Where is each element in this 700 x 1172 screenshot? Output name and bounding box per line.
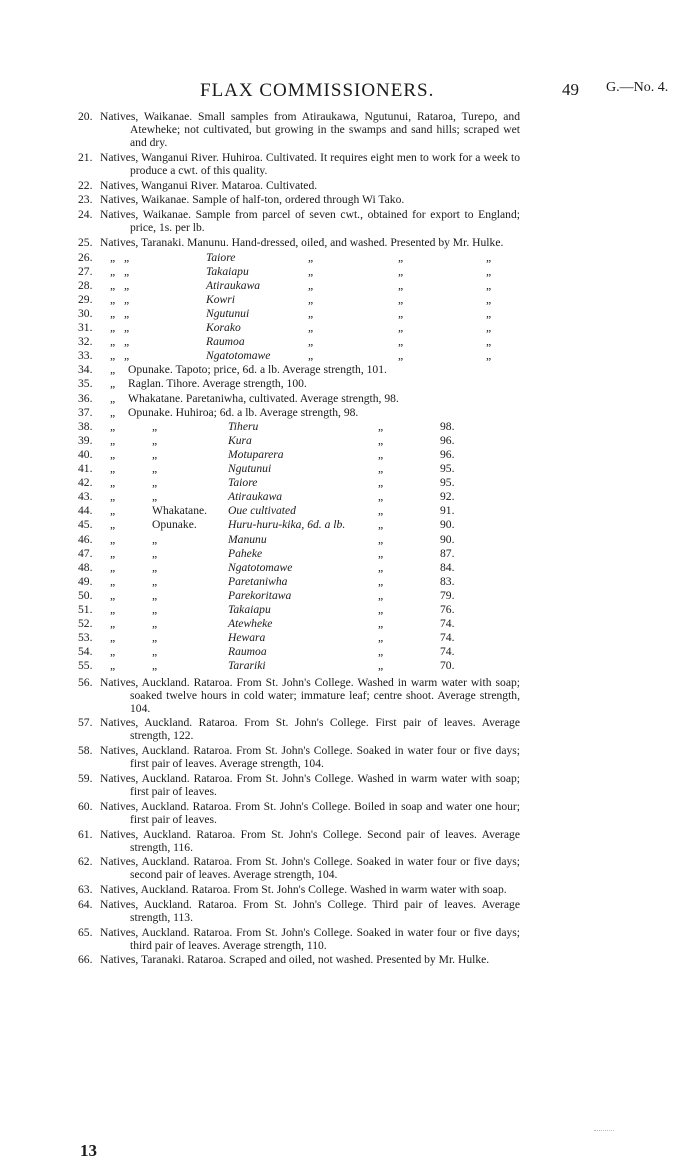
ditto-mark: „ <box>398 306 404 320</box>
document-reference: G.—No. 4. <box>606 80 669 95</box>
ditto-mark: „ <box>486 335 492 349</box>
ditto-mark: „ <box>152 588 158 602</box>
ditto-mark: „ <box>110 476 116 490</box>
samples-table <box>78 251 520 675</box>
row-number: 27. <box>78 264 93 278</box>
list-item <box>78 800 520 826</box>
entry-number: 63. <box>78 883 93 897</box>
entry-text: Natives, Auckland. Rataroa. From St. John's College. Third pair of leaves. Average strength, 113. <box>100 897 520 924</box>
ditto-mark: „ <box>110 588 116 602</box>
ditto-mark: „ <box>378 560 384 574</box>
table-row <box>78 462 520 476</box>
ditto-mark: „ <box>110 264 116 278</box>
ditto-mark: „ <box>152 645 158 659</box>
row-number: 43. <box>78 490 93 504</box>
entry-text: Natives, Waikanae. Sample of half-ton, ordered through Wi Tako. <box>100 193 405 207</box>
place-name: Whakatane. <box>152 504 208 518</box>
strength-value: 90. <box>440 532 455 546</box>
table-row <box>78 392 520 406</box>
ditto-mark: „ <box>308 321 314 334</box>
ditto-mark: „ <box>486 278 492 292</box>
ditto-mark: „ <box>152 617 158 631</box>
row-number: 46. <box>78 532 93 546</box>
list-item <box>78 151 520 177</box>
entry-text: Natives, Taranaki. Rataroa. Scraped and oiled, not washed. Presented by Mr. Hulke. <box>100 953 490 967</box>
ditto-mark: „ <box>110 405 116 419</box>
row-text: Opunake. Tapoto; price, 6d. a lb. Average strength, 101. <box>128 363 387 377</box>
ditto-mark: „ <box>110 321 116 334</box>
ditto-mark: „ <box>124 278 130 292</box>
ditto-mark: „ <box>152 462 158 475</box>
strength-value: 87. <box>440 546 455 560</box>
ditto-mark: „ <box>378 532 384 546</box>
variety-name: Hewara <box>228 631 266 645</box>
ditto-mark: „ <box>152 574 158 588</box>
ditto-mark: „ <box>110 546 116 560</box>
ditto-mark: „ <box>110 349 116 363</box>
strength-value: 98. <box>440 419 455 433</box>
variety-name: Atewheke <box>228 617 273 631</box>
variety-name: Taiore <box>228 476 258 490</box>
ditto-mark: „ <box>152 546 158 560</box>
row-number: 37. <box>78 405 93 419</box>
table-row <box>78 476 520 490</box>
ditto-mark: „ <box>110 518 116 532</box>
row-number: 39. <box>78 433 93 447</box>
ditto-mark: „ <box>110 377 116 391</box>
table-row <box>78 659 520 673</box>
variety-name: Parekoritawa <box>228 588 292 602</box>
ditto-mark: „ <box>378 645 384 659</box>
variety-name: Raumoa <box>206 335 245 349</box>
entry-text: Natives, Auckland. Rataroa. From St. John's College. Soaked in water four or five days; second pair of leaves. Average strength, 104. <box>100 855 520 882</box>
ditto-mark: „ <box>152 433 158 447</box>
row-number: 47. <box>78 546 93 560</box>
ditto-mark: „ <box>110 292 116 306</box>
strength-value: 70. <box>440 659 455 673</box>
ditto-mark: „ <box>398 321 404 334</box>
ditto-mark: „ <box>124 321 130 334</box>
variety-name: Paheke <box>228 546 263 560</box>
ditto-mark: „ <box>152 476 158 490</box>
variety-name: Oue cultivated <box>228 504 296 518</box>
variety-name: Taiore <box>206 250 236 264</box>
table-row <box>78 603 520 617</box>
table-row <box>78 547 520 561</box>
ditto-mark: „ <box>110 560 116 574</box>
list-item <box>78 716 520 742</box>
entry-number: 22. <box>78 178 93 192</box>
row-number: 51. <box>78 603 93 616</box>
strength-value: 92. <box>440 490 455 504</box>
row-number: 42. <box>78 476 93 490</box>
ditto-mark: „ <box>124 306 130 320</box>
list-item <box>78 110 520 149</box>
table-row <box>78 504 520 518</box>
row-number: 50. <box>78 588 93 602</box>
entry-number: 56. <box>78 675 93 689</box>
table-row <box>78 307 520 321</box>
ditto-mark: „ <box>378 504 384 518</box>
table-row <box>78 420 520 434</box>
ditto-mark: „ <box>308 292 314 306</box>
ditto-mark: „ <box>378 490 384 504</box>
strength-value: 96. <box>440 433 455 447</box>
ditto-mark: „ <box>378 659 384 673</box>
row-number: 33. <box>78 349 93 363</box>
ditto-mark: „ <box>110 659 116 673</box>
variety-name: Tiheru <box>228 419 259 433</box>
variety-name: Ngutunui <box>228 462 272 475</box>
entry-number: 21. <box>78 150 93 164</box>
entry-text: Natives, Taranaki. Manunu. Hand-dressed, oiled, and washed. Presented by Mr. Hulke. <box>100 235 504 249</box>
row-number: 40. <box>78 447 93 461</box>
variety-name: Manunu <box>228 532 267 546</box>
page-number: 49 <box>562 80 579 99</box>
ditto-mark: „ <box>378 476 384 490</box>
ditto-mark: „ <box>378 603 384 616</box>
ditto-mark: „ <box>152 603 158 616</box>
list-item <box>78 744 520 770</box>
ditto-mark: „ <box>152 659 158 673</box>
entry-number: 23. <box>78 193 93 207</box>
entry-text: Natives, Auckland. Rataroa. From St. John's College. Second pair of leaves. Average strength, 116. <box>100 827 520 854</box>
list-item <box>78 676 520 715</box>
row-number: 34. <box>78 363 93 377</box>
table-row <box>78 434 520 448</box>
strength-value: 83. <box>440 574 455 588</box>
ditto-mark: „ <box>110 306 116 320</box>
ditto-mark: „ <box>378 574 384 588</box>
entry-text: Natives, Auckland. Rataroa. From St. John's College. Washed in warm water with soap. <box>100 883 507 897</box>
margin-dots <box>594 1130 614 1131</box>
table-row <box>78 363 520 377</box>
ditto-mark: „ <box>378 419 384 433</box>
entry-text: Natives, Auckland. Rataroa. From St. John's College. Washed in warm water with soap; soaked twelve hours in cold water; immature leaf; centre shoot. Average strength, 104. <box>100 675 520 715</box>
strength-value: 79. <box>440 588 455 602</box>
entries-top <box>78 110 520 249</box>
table-row <box>78 589 520 603</box>
strength-value: 95. <box>440 462 455 475</box>
table-row <box>78 490 520 504</box>
variety-name: Raumoa <box>228 645 267 659</box>
table-row <box>78 349 520 363</box>
row-number: 28. <box>78 278 93 292</box>
strength-value: 76. <box>440 603 455 616</box>
entry-number: 64. <box>78 897 93 911</box>
entry-number: 66. <box>78 953 93 967</box>
row-number: 48. <box>78 560 93 574</box>
variety-name: Korako <box>206 321 241 334</box>
ditto-mark: „ <box>486 349 492 363</box>
entry-number: 24. <box>78 208 93 222</box>
variety-name: Tarariki <box>228 659 266 673</box>
strength-value: 74. <box>440 617 455 631</box>
entry-text: Natives, Auckland. Rataroa. From St. John's College. Boiled in soap and water one hour; first pair of leaves. <box>100 799 520 826</box>
list-item <box>78 926 520 952</box>
ditto-mark: „ <box>110 462 116 475</box>
variety-name: Paretaniwha <box>228 574 288 588</box>
ditto-mark: „ <box>398 335 404 349</box>
ditto-mark: „ <box>110 278 116 292</box>
table-row <box>78 518 520 532</box>
strength-value: 96. <box>440 447 455 461</box>
row-number: 49. <box>78 574 93 588</box>
row-text: Raglan. Tihore. Average strength, 100. <box>128 377 307 391</box>
ditto-mark: „ <box>486 250 492 264</box>
entry-number: 62. <box>78 855 93 869</box>
ditto-mark: „ <box>308 278 314 292</box>
row-number: 38. <box>78 419 93 433</box>
ditto-mark: „ <box>110 419 116 433</box>
strength-value: 91. <box>440 504 455 518</box>
row-number: 29. <box>78 292 93 306</box>
list-item <box>78 772 520 798</box>
table-row <box>78 251 520 265</box>
table-row <box>78 279 520 293</box>
ditto-mark: „ <box>308 250 314 264</box>
table-row <box>78 631 520 645</box>
ditto-mark: „ <box>398 264 404 278</box>
ditto-mark: „ <box>378 617 384 631</box>
ditto-mark: „ <box>378 588 384 602</box>
ditto-mark: „ <box>308 306 314 320</box>
list-item <box>78 898 520 924</box>
ditto-mark: „ <box>110 391 116 405</box>
signature-mark: 13 <box>80 1141 97 1160</box>
ditto-mark: „ <box>110 532 116 546</box>
ditto-mark: „ <box>308 264 314 278</box>
ditto-mark: „ <box>486 321 492 334</box>
list-item <box>78 208 520 234</box>
row-number: 31. <box>78 321 93 334</box>
ditto-mark: „ <box>110 631 116 645</box>
row-number: 54. <box>78 645 93 659</box>
ditto-mark: „ <box>152 419 158 433</box>
entry-number: 59. <box>78 771 93 785</box>
list-item <box>78 953 520 966</box>
variety-name: Atiraukawa <box>228 490 283 504</box>
ditto-mark: „ <box>124 335 130 349</box>
list-item <box>78 236 520 249</box>
row-number: 41. <box>78 462 93 475</box>
list-item <box>78 828 520 854</box>
ditto-mark: „ <box>110 617 116 631</box>
variety-name: Ngatotomawe <box>206 349 271 363</box>
list-item <box>78 193 520 206</box>
ditto-mark: „ <box>398 278 404 292</box>
entry-number: 20. <box>78 110 93 123</box>
ditto-mark: „ <box>152 447 158 461</box>
entry-number: 60. <box>78 799 93 813</box>
ditto-mark: „ <box>110 645 116 659</box>
ditto-mark: „ <box>378 447 384 461</box>
entry-number: 65. <box>78 925 93 939</box>
ditto-mark: „ <box>398 250 404 264</box>
ditto-mark: „ <box>152 560 158 574</box>
page-title: FLAX COMMISSIONERS. <box>200 80 435 101</box>
table-row <box>78 293 520 307</box>
table-row <box>78 335 520 349</box>
place-name: Opunake. <box>152 518 197 532</box>
table-row <box>78 321 520 335</box>
variety-name: Takaiapu <box>206 264 249 278</box>
row-text: Whakatane. Paretaniwha, cultivated. Average strength, 98. <box>128 391 399 405</box>
entry-text: Natives, Auckland. Rataroa. From St. John's College. First pair of leaves. Average strength, 122. <box>100 716 520 743</box>
ditto-mark: „ <box>152 631 158 645</box>
row-number: 30. <box>78 306 93 320</box>
entry-number: 58. <box>78 744 93 758</box>
ditto-mark: „ <box>378 518 384 532</box>
ditto-mark: „ <box>110 490 116 504</box>
table-row <box>78 645 520 659</box>
ditto-mark: „ <box>124 250 130 264</box>
ditto-mark: „ <box>308 349 314 363</box>
entry-number: 25. <box>78 235 93 249</box>
ditto-mark: „ <box>124 264 130 278</box>
ditto-mark: „ <box>308 335 314 349</box>
row-number: 26. <box>78 250 93 264</box>
ditto-mark: „ <box>110 335 116 349</box>
ditto-mark: „ <box>110 433 116 447</box>
ditto-mark: „ <box>378 462 384 475</box>
row-text: Opunake. Huhiroa; 6d. a lb. Average strength, 98. <box>128 405 359 419</box>
variety-name: Atiraukawa <box>206 278 261 292</box>
row-number: 53. <box>78 631 93 645</box>
ditto-mark: „ <box>398 292 404 306</box>
strength-value: 74. <box>440 631 455 645</box>
entry-text: Natives, Auckland. Rataroa. From St. John's College. Washed in warm water with soap; first pair of leaves. <box>100 771 520 799</box>
table-row <box>78 406 520 420</box>
ditto-mark: „ <box>486 292 492 306</box>
entry-text: Natives, Wanganui River. Mataroa. Cultivated. <box>100 178 318 192</box>
entry-number: 57. <box>78 716 93 730</box>
row-number: 45. <box>78 518 93 532</box>
table-row <box>78 377 520 391</box>
entry-text: Natives, Auckland. Rataroa. From St. John's College. Soaked in water four or five days; first pair of leaves. Average strength, 104. <box>100 744 520 771</box>
ditto-mark: „ <box>378 433 384 447</box>
entries-bottom <box>78 676 520 967</box>
ditto-mark: „ <box>152 532 158 546</box>
ditto-mark: „ <box>378 631 384 645</box>
entry-text: Natives, Waikanae. Sample from parcel of seven cwt., obtained for export to England; price, 1s. per lb. <box>100 208 520 235</box>
strength-value: 95. <box>440 476 455 490</box>
strength-value: 90. <box>440 518 455 532</box>
table-row <box>78 561 520 575</box>
table-row <box>78 448 520 462</box>
strength-value: 84. <box>440 560 455 574</box>
row-number: 35. <box>78 377 93 391</box>
table-row <box>78 617 520 631</box>
ditto-mark: „ <box>110 447 116 461</box>
variety-name: Motuparera <box>228 447 284 461</box>
list-item <box>78 179 520 192</box>
list-item <box>78 883 520 896</box>
ditto-mark: „ <box>398 349 404 363</box>
entries-list <box>78 110 520 968</box>
ditto-mark: „ <box>486 306 492 320</box>
row-number: 52. <box>78 617 93 631</box>
variety-name: Takaiapu <box>228 603 271 616</box>
ditto-mark: „ <box>110 363 116 377</box>
variety-name: Kowri <box>206 292 235 306</box>
variety-name: Kura <box>228 433 252 447</box>
ditto-mark: „ <box>486 264 492 278</box>
ditto-mark: „ <box>124 292 130 306</box>
table-row <box>78 533 520 547</box>
variety-name: Ngutunui <box>206 306 250 320</box>
ditto-mark: „ <box>110 504 116 518</box>
ditto-mark: „ <box>110 250 116 264</box>
row-number: 32. <box>78 335 93 349</box>
list-item <box>78 855 520 881</box>
ditto-mark: „ <box>110 574 116 588</box>
ditto-mark: „ <box>378 546 384 560</box>
strength-value: 74. <box>440 645 455 659</box>
ditto-mark: „ <box>124 349 130 363</box>
entry-text: Natives, Auckland. Rataroa. From St. John's College. Soaked in water four or five days; third pair of leaves. Average strength, 110. <box>100 925 520 952</box>
entry-text: Natives, Waikanae. Small samples from Atiraukawa, Ngutunui, Rataroa, Turepo, and Atewheke; not cultivated, but growing in the swamps and sand hills; scraped wet and dry. <box>100 110 520 150</box>
table-row <box>78 265 520 279</box>
entry-text: Natives, Wanganui River. Huhiroa. Cultivated. It requires eight men to work for a week to produce a cwt. of this quality. <box>100 150 520 177</box>
table-row <box>78 575 520 589</box>
entry-number: 61. <box>78 827 93 841</box>
variety-name: Ngatotomawe <box>228 560 293 574</box>
ditto-mark: „ <box>110 603 116 616</box>
row-number: 36. <box>78 391 93 405</box>
ditto-mark: „ <box>152 490 158 504</box>
row-number: 44. <box>78 504 93 518</box>
row-number: 55. <box>78 659 93 673</box>
variety-name: Huru-huru-kika, 6d. a lb. <box>228 518 346 532</box>
